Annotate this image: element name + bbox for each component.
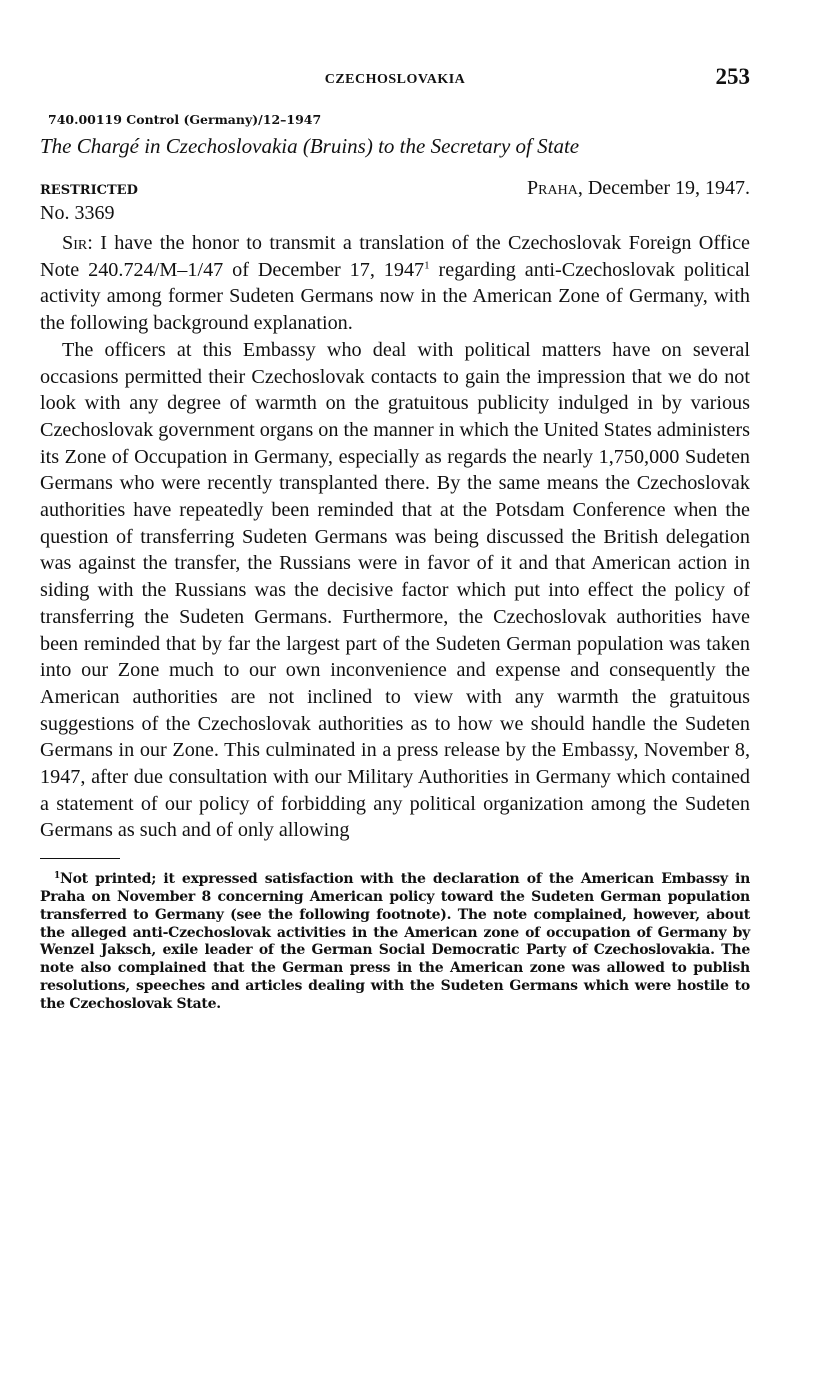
footnote-reference: 1 — [424, 258, 430, 271]
footnote-number: 1 — [54, 870, 61, 881]
document-meta — [40, 177, 750, 200]
place-date — [527, 177, 750, 200]
document-page — [40, 60, 750, 1014]
document-title: The Chargé in Czechoslovakia (Bruins) to the Secretary of State — [40, 134, 580, 158]
footnote-divider — [40, 858, 120, 859]
footnote-text: Not printed; it expressed satisfaction with the declaration of the American Embassy in Praha on November 8 concerning American policy toward the Sudeten German population transferred to Germany (see the following footnote). The note complained, however, about the alleged anti-Czechoslovak activities in the American zone of occupation of Germany by Wenzel Jaksch, exile leader of the German Social Democratic Party of Czechoslovakia. The note also complained that the German press in the American zone was allowed to publish resolutions, speeches and articles dealing with the Sudeten Germans which were hostile to the Czechoslovak State. — [40, 871, 750, 1012]
running-head: CZECHOSLOVAKIA — [324, 72, 466, 87]
classification-label: RESTRICTED — [40, 183, 138, 198]
salutation: Sir — [62, 232, 88, 254]
page-number: 253 — [715, 64, 750, 89]
footnote — [40, 871, 750, 1013]
paragraph-2: The officers at this Embassy who deal with political matters have on several occasions permitted their Czechoslovak contacts to gain the impression that we do not look with any degree of warmth on the gratuitous publicity indulged in by various Czechoslovak government organs on the manner in which the United States administers its Zone of Occupation in Germany, especially as regards the nearly 1,750,000 Sudeten Germans who were recently transplanted there. By the same means the Czechoslovak authorities have repeatedly been reminded that at the Potsdam Conference when the question of transferring Sudeten Germans was being discussed the British delegation was against the transfer, the Russians were in favor of it and that American action in siding with the Russians was the decisive factor which put into effect the policy of transferring the Sudeten Germans. Furthermore, the Czechoslovak authorities have been reminded that by far the largest part of the Sudeten German population was taken into our Zone much to our own inconvenience and expense and consequently the American authorities are not inclined to view with any warmth the gratuitous suggestions of the Czechoslovak authorities as to how we should handle the Sudeten Germans in our Zone. This culminated in a press release by the Embassy, November 8, 1947, after due consultation with our Military Authorities in Germany which contained a statement of our policy of forbidding any political organization among the Sudeten Germans as such and of only allowing — [40, 338, 750, 842]
date: , December 19, 1947. — [577, 177, 750, 199]
place: Praha — [527, 177, 578, 199]
letter-body — [40, 230, 750, 844]
page-header — [40, 60, 750, 100]
paragraph-1 — [40, 230, 750, 337]
paragraph-1-text-b: regarding anti-Czechoslovak political activity among former Sudeten Germans now in the American Zone of Germany, with the following background explanation. — [40, 258, 750, 335]
file-reference: 740.00119 Control (Germany)/12–1947 — [48, 112, 322, 127]
paragraph-1-text-a: : I have the honor to transmit a translation of the Czechoslovak Foreign Office Note 240.724/M–1/47 of December 17, 1947 — [40, 232, 750, 281]
document-number: No. 3369 — [40, 202, 115, 224]
